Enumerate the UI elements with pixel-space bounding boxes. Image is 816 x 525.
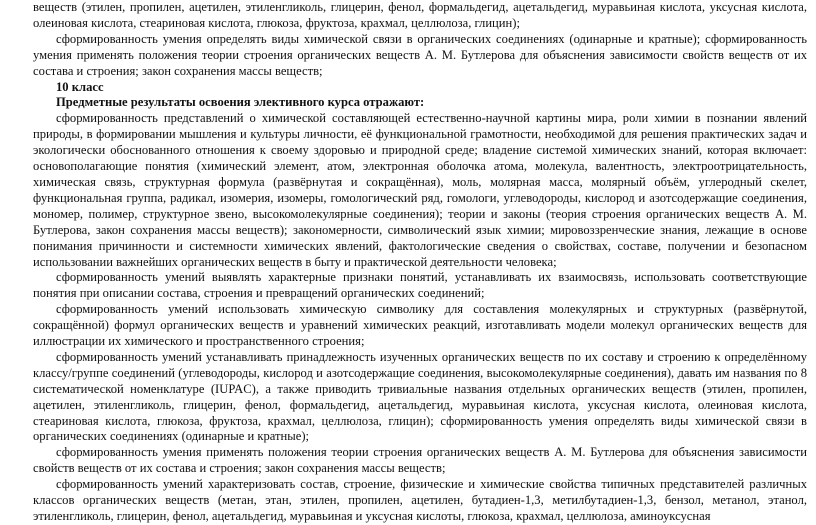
paragraph-continuation: веществ (этилен, пропилен, ацетилен, этиленгликоль, глицерин, фенол, формальдегид, ацетальдегид, муравьиная кислота, уксусная кислота, олеиновая кислота, стеариновая кислота, глюкоза, фруктоза, крахмал, целлюлоза, глицин);: [33, 0, 807, 30]
document-page: [33, 0, 807, 525]
results-heading: Предметные результаты освоения элективного курса отражают:: [56, 95, 425, 110]
paragraph-bond-types: сформированность умения определять виды химической связи в органических соединениях (одинарные и кратные); сформированность умения применять положения теории строения органических веществ А. М. Бутлерова для объяснения зависимости свойств веществ от их состава и строения; закон сохранения массы веществ;: [33, 31, 807, 78]
result-item-representations: сформированность представлений о химической составляющей естественно-научной картины мира, роли химии в познании явлений природы, в формировании мышления и культуры личности, её функциональной грамотности, необходимой для решения практических задач и экологически обоснованного отношения к своему здоровью и природной среде; владение системой химических знаний, которая включает: основополагающие понятия (химический элемент, атом, электронная оболочка атома, молекула, валентность, электроотрицательность, химическая связь, структурная формула (развёрнутая и сокращённая), моль, молярная масса, молярный объём, углеродный скелет, функциональная группа, радикал, изомерия, изомеры, гомологический ряд, гомологи, углеводороды, кислород и азотсодержащие соединения, мономер, полимер, структурное звено, высокомолекулярные соединения); теории и законы (теория строения органических веществ А. М. Бутлерова, закон сохранения массы веществ); закономерности, символический язык химии; мировоззренческие знания, лежащие в основе понимания причинности и системности химических явлений, фактологические сведения о свойствах, составе, получении и безопасном использовании важнейших органических веществ в быту и практической деятельности человека;: [33, 111, 807, 269]
result-item-butlerov-theory: сформированность умения применять положения теории строения органических веществ А. М. Бутлерова для объяснения зависимости свойств веществ от их состава и строения; закон сохранения массы веществ;: [33, 445, 807, 476]
result-item-symbolics: сформированность умений использовать химическую символику для составления молекулярных и структурных (развёрнутой, сокращённой) формул органических веществ и уравнений химических реакций, изготавливать модели молекул органических веществ для иллюстрации их химического и пространственного строения;: [33, 302, 807, 349]
result-item-classification: сформированность умений устанавливать принадлежность изученных органических веществ по их составу и строению к определённому классу/группе соединений (углеводороды, кислород и азотсодержащие соединения, высокомолекулярные соединения), давать им названия по 8 систематической номенклатуре (IUPAC), а также приводить тривиальные названия отдельных органических веществ (этилен, пропилен, ацетилен, этиленгликоль, глицерин, фенол, формальдегид, ацетальдегид, муравьиная кислота, уксусная кислота, олеиновая кислота, стеариновая кислота, глюкоза, фруктоза, крахмал, целлюлоза, глицин); сформированность умения определять виды химической связи в органических соединениях (одинарные и кратные);: [33, 349, 807, 444]
result-item-properties: сформированность умений характеризовать состав, строение, физические и химические свойства типичных представителей различных классов органических веществ (метан, этан, этилен, пропилен, ацетилен, бутадиен-1,3, метилбутадиен-1,3, бензол, метанол, этанол, этиленгликоль, глицерин, фенол, ацетальдегид, муравьиная и уксусная кислоты, глюкоза, крахмал, целлюлоза, аминоуксусная: [33, 477, 807, 523]
grade-heading: 10 класс: [56, 79, 104, 94]
result-item-concepts: сформированность умений выявлять характерные признаки понятий, устанавливать их взаимосвязь, использовать соответствующие понятия при описании состава, строения и превращений органических соединений;: [33, 270, 807, 301]
